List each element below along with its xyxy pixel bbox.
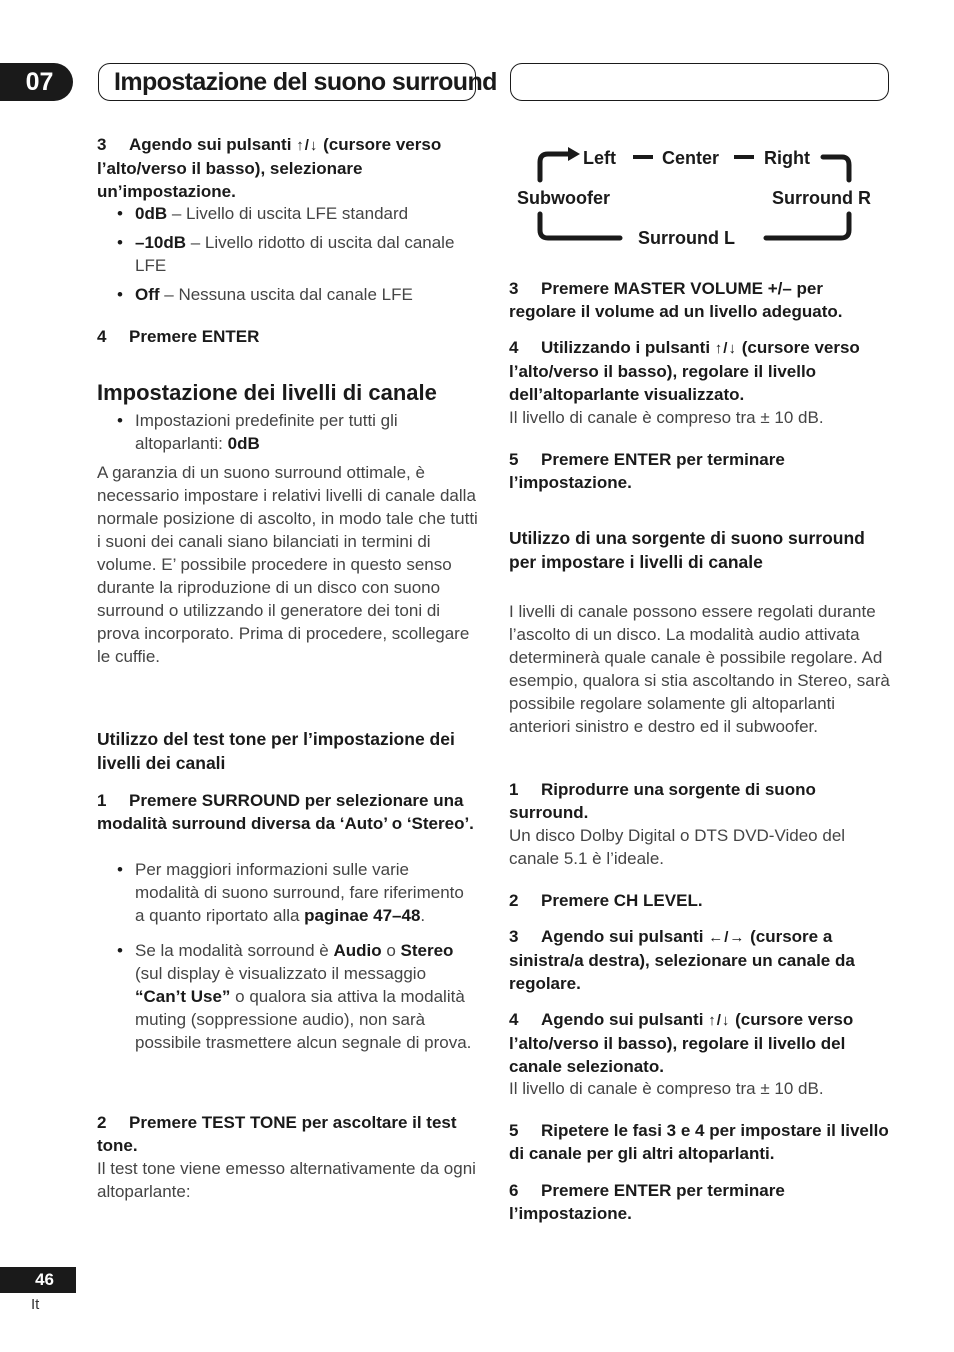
mode-name: Audio <box>333 941 382 960</box>
step-text: Utilizzando i pulsanti <box>541 338 711 357</box>
step-text: Premere MASTER VOLUME +/– per regolare il volume ad un livello adeguato. <box>509 279 843 321</box>
step-text: Premere SURROUND per selezionare una modalità surround diversa da ‘Auto’ o ‘Stereo’. <box>97 791 474 833</box>
mode-name: Stereo <box>400 941 454 960</box>
up-down-arrow-icon: ↑/↓ <box>296 137 319 154</box>
option-desc: – Nessuna uscita dal canale LFE <box>159 285 413 304</box>
speaker-surround-r: Surround R <box>772 188 871 208</box>
option-value: 0dB <box>135 204 168 223</box>
option-desc: – Livello di uscita LFE standard <box>167 204 409 223</box>
step-text: Premere CH LEVEL. <box>541 891 703 910</box>
test-step-5 <box>509 448 894 494</box>
chapter-number-badge: 07 <box>0 63 73 101</box>
bullet-text: Se la modalità sorround è <box>135 941 334 960</box>
list-item <box>97 409 477 455</box>
test-notes-list <box>97 858 477 1060</box>
default-settings-list <box>97 409 477 461</box>
source-step-1 <box>509 778 894 824</box>
bullet-text: o <box>381 941 401 960</box>
bullet-text: (sul display è visualizzato il messaggio <box>135 964 427 983</box>
step-number: 3 <box>97 135 107 154</box>
test-step-3 <box>509 277 894 323</box>
bullet-text: Per maggiori informazioni sulle varie modalità di suono surround, fare riferimento a quanto riportato alla <box>135 860 464 925</box>
source-step-2 <box>509 889 894 912</box>
arrow-right-icon <box>568 147 580 161</box>
lfe-options-list <box>97 202 477 312</box>
bullet-value: 0dB <box>227 434 260 453</box>
step-text: (cursore verso l’alto/verso il basso), regolare il livello del canale selezionato. <box>509 1010 854 1076</box>
step-text: Premere ENTER <box>129 327 260 346</box>
bullet-text: . <box>420 906 426 925</box>
source-step-1-desc: Un disco Dolby Digital o DTS DVD-Video del canale 5.1 è l’ideale. <box>509 826 846 868</box>
step-text: (cursore verso l’alto/verso il basso), regolare il livello dell’altoparlante visualizzato. <box>509 338 860 404</box>
step-text: Ripetere le fasi 3 e 4 per impostare il livello di canale per gli altri altoparlanti. <box>509 1121 889 1163</box>
list-item <box>97 283 477 306</box>
test-step-2 <box>97 1111 477 1157</box>
left-right-arrow-icon: ←/→ <box>708 929 746 946</box>
test-step-4 <box>509 336 894 406</box>
step-text: Premere ENTER per terminare l’impostazione. <box>509 450 785 492</box>
cycle-line <box>766 214 849 238</box>
step-number: 1 <box>97 791 107 810</box>
source-step-6 <box>509 1179 894 1225</box>
source-step-5 <box>509 1119 894 1165</box>
step-text: Riprodurre una sorgente di suono surround. <box>509 780 816 822</box>
step-number: 4 <box>509 1010 519 1029</box>
option-desc: – Livello ridotto di uscita dal canale LFE <box>135 233 455 275</box>
list-item <box>97 202 477 225</box>
step-number: 5 <box>509 1121 519 1140</box>
intro-paragraph: A garanzia di un suono surround ottimale, è necessario impostare i relativi livelli di canale dalla normale posizione di ascolto, in modo tale che tutti i suoni dei canali siano bilanciati in termini di volume. E’ possibile procedere in questo senso durante la riproduzione di un disco con suono surround o utilizzando il generatore dei toni di prova incorporato. Prima di procedere, scollegare le cuffie. <box>97 463 478 666</box>
speaker-surround-l: Surround L <box>638 228 735 248</box>
page-number: 46 <box>0 1267 76 1293</box>
speaker-center: Center <box>662 148 720 168</box>
level-range-note: Il livello di canale è compreso tra ± 10 dB. <box>509 1079 824 1098</box>
subsection-heading: Utilizzo del test tone per l’impostazione dei livelli dei canali <box>97 729 455 773</box>
step-text: Premere ENTER per terminare l’impostazione. <box>509 1181 785 1223</box>
chapter-title: Impostazione del suono surround <box>114 68 497 96</box>
cycle-line <box>540 214 620 238</box>
cycle-line <box>823 157 849 180</box>
speaker-right: Right <box>764 148 810 168</box>
step-text: Premere TEST TONE per ascoltare il test tone. <box>97 1113 457 1155</box>
bullet-text: Impostazioni predefinite per tutti gli altoparlanti: <box>135 411 398 453</box>
step-4-enter <box>97 325 477 348</box>
section-heading: Impostazione dei livelli di canale <box>97 380 437 405</box>
step-number: 2 <box>97 1113 107 1132</box>
step-number: 6 <box>509 1181 519 1200</box>
step-3-select-lfe <box>97 133 477 203</box>
option-value: –10dB <box>135 233 187 252</box>
step-number: 2 <box>509 891 519 910</box>
test-step-2-desc: Il test tone viene emesso alternativamente da ogni altoparlante: <box>97 1159 476 1201</box>
step-number: 4 <box>509 338 519 357</box>
step-text: Agendo sui pulsanti <box>541 927 704 946</box>
subsection-paragraph: I livelli di canale possono essere regolati durante l’ascolto di un disco. La modalità audio attivata determinerà quale canale è possibile regolare. Ad esempio, qualora si stia ascoltando in Stereo, sarà possibile regolare solamente gli altoparlanti anteriori sinistro e destro ed il subwoofer. <box>509 602 890 736</box>
step-text: (cursore verso l’alto/verso il basso), selezionare un’impostazione. <box>97 135 442 201</box>
step-number: 1 <box>509 780 519 799</box>
up-down-arrow-icon: ↑/↓ <box>708 1012 731 1029</box>
list-item <box>97 231 477 277</box>
list-item <box>97 858 477 927</box>
display-message: “Can’t Use” <box>135 987 231 1006</box>
step-text: Agendo sui pulsanti <box>541 1010 704 1029</box>
header-blank-frame <box>510 63 889 101</box>
cycle-line <box>540 154 568 180</box>
speaker-subwoofer: Subwoofer <box>517 188 610 208</box>
test-step-1 <box>97 789 477 835</box>
language-code: It <box>31 1296 40 1313</box>
step-number: 3 <box>509 927 519 946</box>
step-text: (cursore a sinistra/a destra), selezionare un canale da regolare. <box>509 927 855 993</box>
level-range-note: Il livello di canale è compreso tra ± 10 dB. <box>509 408 824 427</box>
step-text: Agendo sui pulsanti <box>129 135 292 154</box>
bullet-text: o qualora sia attiva la modalità muting (soppressione audio), non sarà possibile trasmettere alcun segnale di prova. <box>135 987 472 1052</box>
up-down-arrow-icon: ↑/↓ <box>714 340 737 357</box>
step-number: 5 <box>509 450 519 469</box>
page-reference: paginae 47–48 <box>304 906 421 925</box>
option-value: Off <box>135 285 160 304</box>
list-item <box>97 939 477 1054</box>
speaker-left: Left <box>583 148 616 168</box>
step-number: 4 <box>97 327 107 346</box>
step-number: 3 <box>509 279 519 298</box>
source-step-4 <box>509 1008 894 1078</box>
source-step-3 <box>509 925 894 995</box>
subsection-heading: Utilizzo di una sorgente di suono surround per impostare i livelli di canale <box>509 528 865 572</box>
